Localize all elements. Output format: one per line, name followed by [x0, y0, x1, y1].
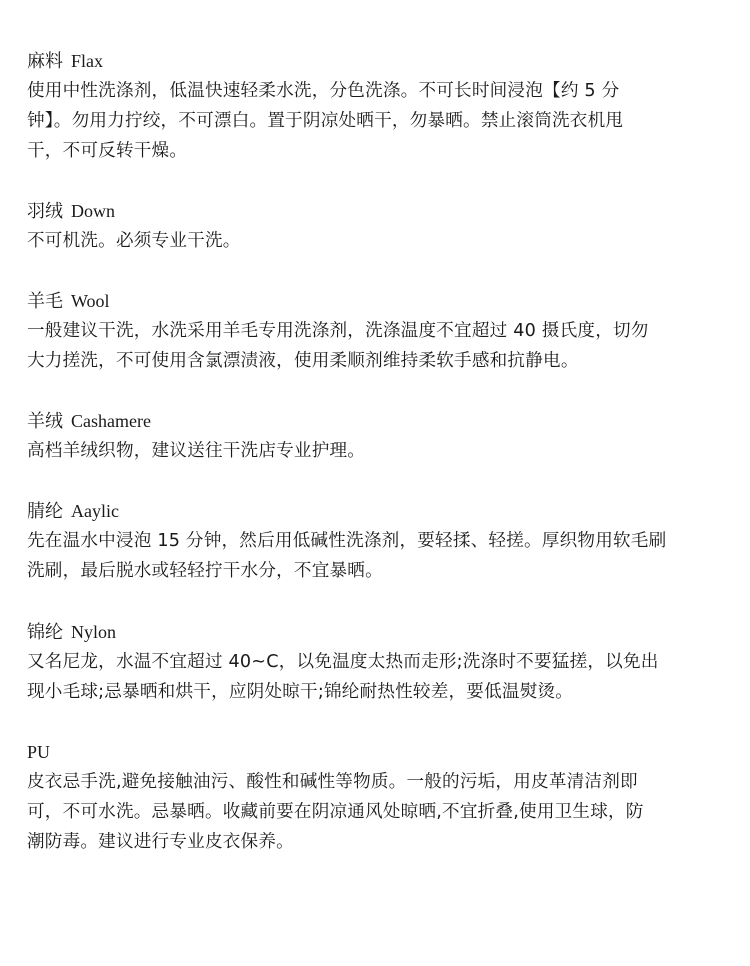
body-line: 可，不可水洗。忌暴晒。收藏前要在阴凉通风处晾晒,不宜折叠,使用卫生球，防 — [27, 802, 644, 822]
body-line: 先在温水中浸泡 15 分钟，然后用低碱性洗涤剂，要轻揉、轻搓。厚织物用软毛刷 — [27, 531, 667, 551]
section-cashmere — [27, 406, 742, 466]
section-heading — [27, 617, 742, 647]
section-nylon — [27, 617, 742, 707]
body-line: 不可机洗。必须专业干洗。 — [27, 231, 241, 251]
heading-en: Wool — [71, 291, 110, 311]
heading-en: Aaylic — [71, 501, 119, 521]
body-line: 钟】。勿用力拧绞，不可漂白。置于阴凉处晒干，勿暴晒。禁止滚筒洗衣机甩 — [27, 111, 624, 131]
section-pu — [27, 737, 742, 857]
body-line: 洗刷，最后脱水或轻轻拧干水分，不宜暴晒。 — [27, 561, 383, 581]
section-heading — [27, 496, 742, 526]
body-line: 现小毛球;忌暴晒和烘干，应阴处晾干;锦纶耐热性较差，要低温熨烫。 — [27, 682, 574, 702]
body-line: 大力搓洗，不可使用含氯漂渍液，使用柔顺剂维持柔软手感和抗静电。 — [27, 351, 579, 371]
heading-zh: 锦纶 — [27, 622, 63, 643]
body-line: 潮防毒。建议进行专业皮衣保养。 — [27, 832, 294, 852]
section-body — [27, 767, 742, 857]
section-body — [27, 647, 742, 707]
section-heading — [27, 406, 742, 436]
heading-zh: 麻料 — [27, 51, 63, 72]
body-line: 一般建议干洗，水洗采用羊毛专用洗涤剂，洗涤温度不宜超过 40 摄氏度，切勿 — [27, 321, 649, 341]
body-line: 使用中性洗涤剂，低温快速轻柔水洗，分色洗涤。不可长时间浸泡【约 5 分 — [27, 81, 620, 101]
section-heading — [27, 737, 742, 767]
body-line: 高档羊绒织物，建议送往干洗店专业护理。 — [27, 441, 366, 461]
section-body — [27, 316, 742, 376]
section-body — [27, 436, 742, 466]
heading-en: PU — [27, 742, 51, 762]
section-down — [27, 196, 742, 256]
heading-zh: 羊绒 — [27, 411, 63, 432]
section-body — [27, 226, 742, 256]
heading-zh: 羊毛 — [27, 291, 63, 312]
heading-en: Cashamere — [71, 411, 151, 431]
heading-en: Nylon — [71, 622, 116, 642]
section-wool — [27, 286, 742, 376]
heading-zh: 羽绒 — [27, 201, 63, 222]
section-body — [27, 76, 742, 166]
heading-en: Down — [71, 201, 115, 221]
body-line: 干，不可反转干燥。 — [27, 141, 188, 161]
section-acrylic — [27, 496, 742, 586]
heading-zh: 腈纶 — [27, 501, 63, 522]
body-line: 皮衣忌手洗,避免接触油污、酸性和碱性等物质。一般的污垢，用皮革清洁剂即 — [27, 772, 638, 792]
section-flax — [27, 46, 742, 166]
section-heading — [27, 286, 742, 316]
section-heading — [27, 196, 742, 226]
body-line: 又名尼龙，水温不宜超过 40~C，以免温度太热而走形;洗涤时不要猛搓，以免出 — [27, 652, 659, 672]
heading-en: Flax — [71, 51, 104, 71]
section-body — [27, 526, 742, 586]
section-heading — [27, 46, 742, 76]
